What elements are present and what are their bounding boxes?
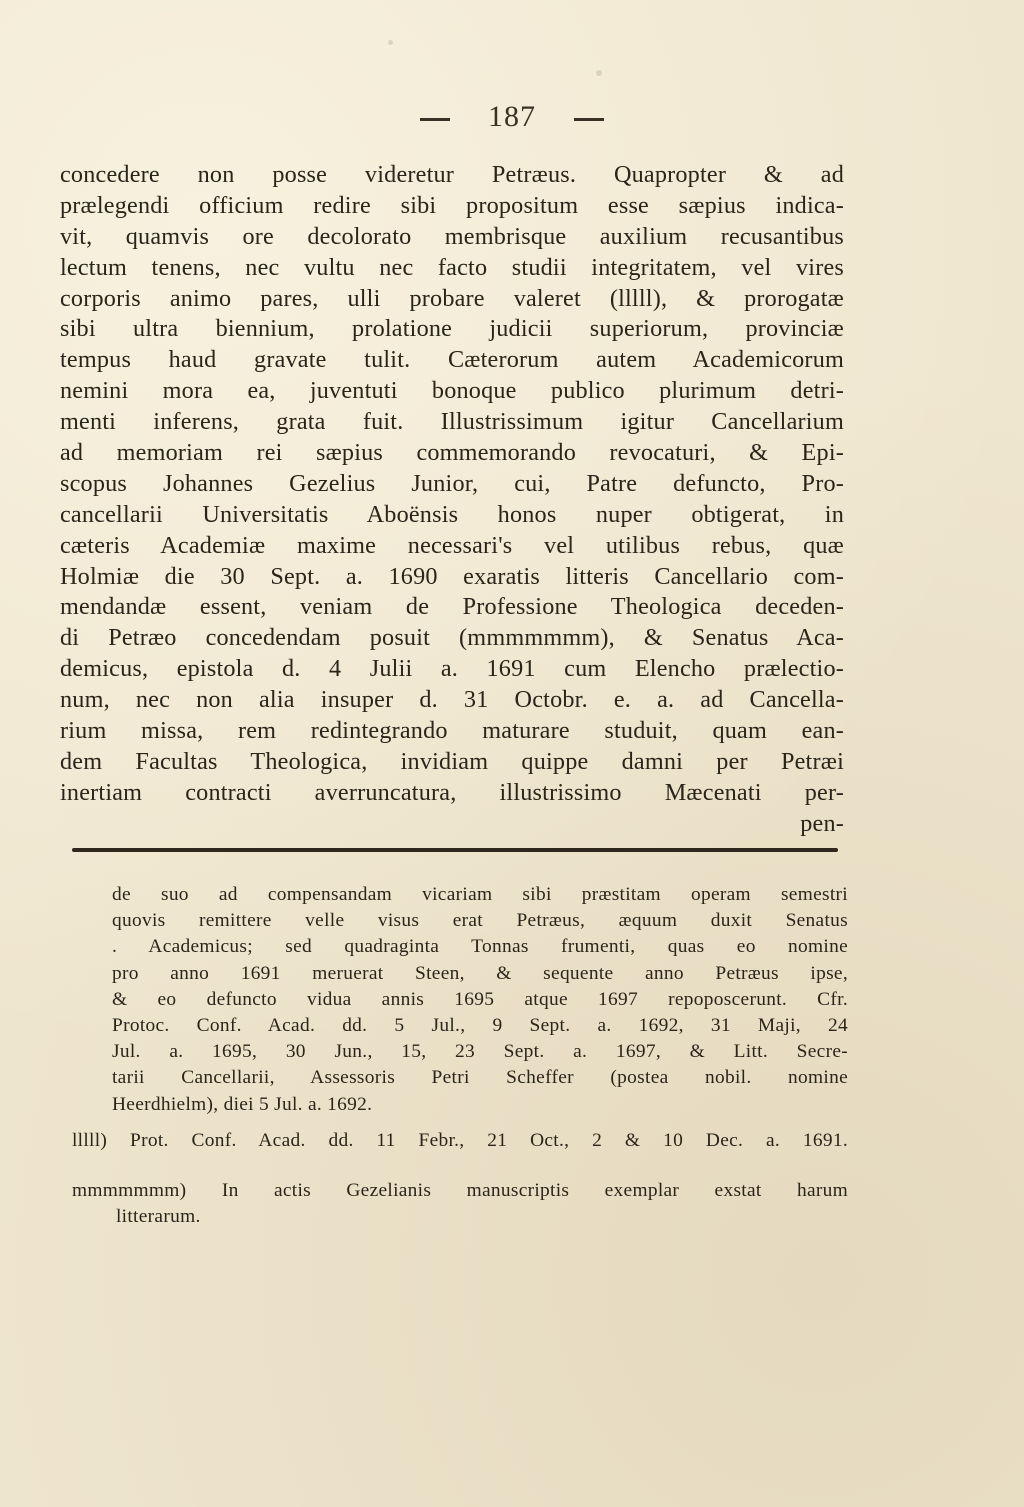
footnote-line: Heerdhielm), diei 5 Jul. a. 1692. [112,1093,373,1115]
text-line: corporis animo pares, ulli probare valeret (lllll), & prorogatæ [60,284,844,312]
main-text [60,160,844,840]
text-line: cancellarii Universitatis Aboënsis honos nuper obtigerat, in [60,500,844,528]
footnote-line: tarii Cancellarii, Assessoris Petri Scheffer (postea nobil. nomine [112,1067,848,1089]
header-dash-right [574,118,604,121]
footnote-separator [72,848,838,852]
footnote-line: & eo defuncto vidua annis 1695 atque 1697 repoposcerunt. Cfr. [112,988,848,1010]
text-line: scopus Johannes Gezelius Junior, cui, Patre defuncto, Pro- [60,469,844,497]
footnote-line: lllll) Prot. Conf. Acad. dd. 11 Febr., 21 Oct., 2 & 10 Dec. a. 1691. [72,1130,848,1151]
footnote-lllll [72,1128,848,1154]
footnote-line: quovis remittere velle visus erat Petræus, æquum duxit Senatus [112,910,848,932]
text-line: ad memoriam rei sæpius commemorando revocaturi, & Epi- [60,439,844,467]
text-line: rium missa, rem redintegrando maturare studuit, quam ean- [60,717,844,745]
text-line: di Petræo concedendam posuit (mmmmmmm), & Senatus Aca- [60,624,844,652]
header-dash-left [420,118,450,121]
catchword: pen- [800,809,844,837]
footnote-line: . Academicus; sed quadraginta Tonnas frumenti, quas eo nomine [112,936,848,958]
text-line: vit, quamvis ore decolorato membrisque auxilium recusantibus [60,222,844,250]
text-line: nemini mora ea, juventuti bonoque publico plurimum detri- [60,377,844,405]
text-line: tempus haud gravate tulit. Cæterorum autem Academicorum [60,346,844,374]
text-line: inertiam contracti averruncatura, illustrissimo Mæcenati per- [60,778,844,806]
footnote-line: litterarum. [116,1206,201,1228]
text-line: dem Facultas Theologica, invidiam quippe damni per Petræi [60,747,844,775]
footnote-line: pro anno 1691 meruerat Steen, & sequente anno Petræus ipse, [112,962,848,984]
text-line: menti inferens, grata fuit. Illustrissimum igitur Cancellarium [60,408,844,436]
text-line: cæteris Academiæ maxime necessari's vel utilibus rebus, quæ [60,531,844,559]
text-line: concedere non posse videretur Petræus. Quapropter & ad [60,161,844,188]
footnote-mmmmmmm [72,1178,848,1230]
page-header [0,100,1024,134]
text-line: num, nec non alia insuper d. 31 Octobr. e. a. ad Cancella- [60,686,844,714]
text-line: Holmiæ die 30 Sept. a. 1690 exaratis litteris Cancellario com- [60,562,844,590]
footnote-line: de suo ad compensandam vicariam sibi præstitam operam semestri [112,884,848,905]
footnote-line: Protoc. Conf. Acad. dd. 5 Jul., 9 Sept. a. 1692, 31 Maji, 24 [112,1014,848,1036]
text-line: prælegendi officium redire sibi propositum esse sæpius indica- [60,191,844,219]
footnote-line: Jul. a. 1695, 30 Jun., 15, 23 Sept. a. 1697, & Litt. Secre- [112,1041,848,1063]
footnote-line: mmmmmmm) In actis Gezelianis manuscriptis exemplar exstat harum [72,1180,848,1201]
paper-stain [388,40,393,45]
page-number: 187 [488,100,536,133]
text-line: mendandæ essent, veniam de Professione Theologica deceden- [60,593,844,621]
footnote-continued [112,882,848,1118]
text-line: lectum tenens, nec vultu nec facto studii integritatem, vel vires [60,253,844,281]
paper-stain [596,70,602,76]
text-line: demicus, epistola d. 4 Julii a. 1691 cum Elencho prælectio- [60,655,844,683]
text-line: sibi ultra biennium, prolatione judicii superiorum, provinciæ [60,315,844,343]
